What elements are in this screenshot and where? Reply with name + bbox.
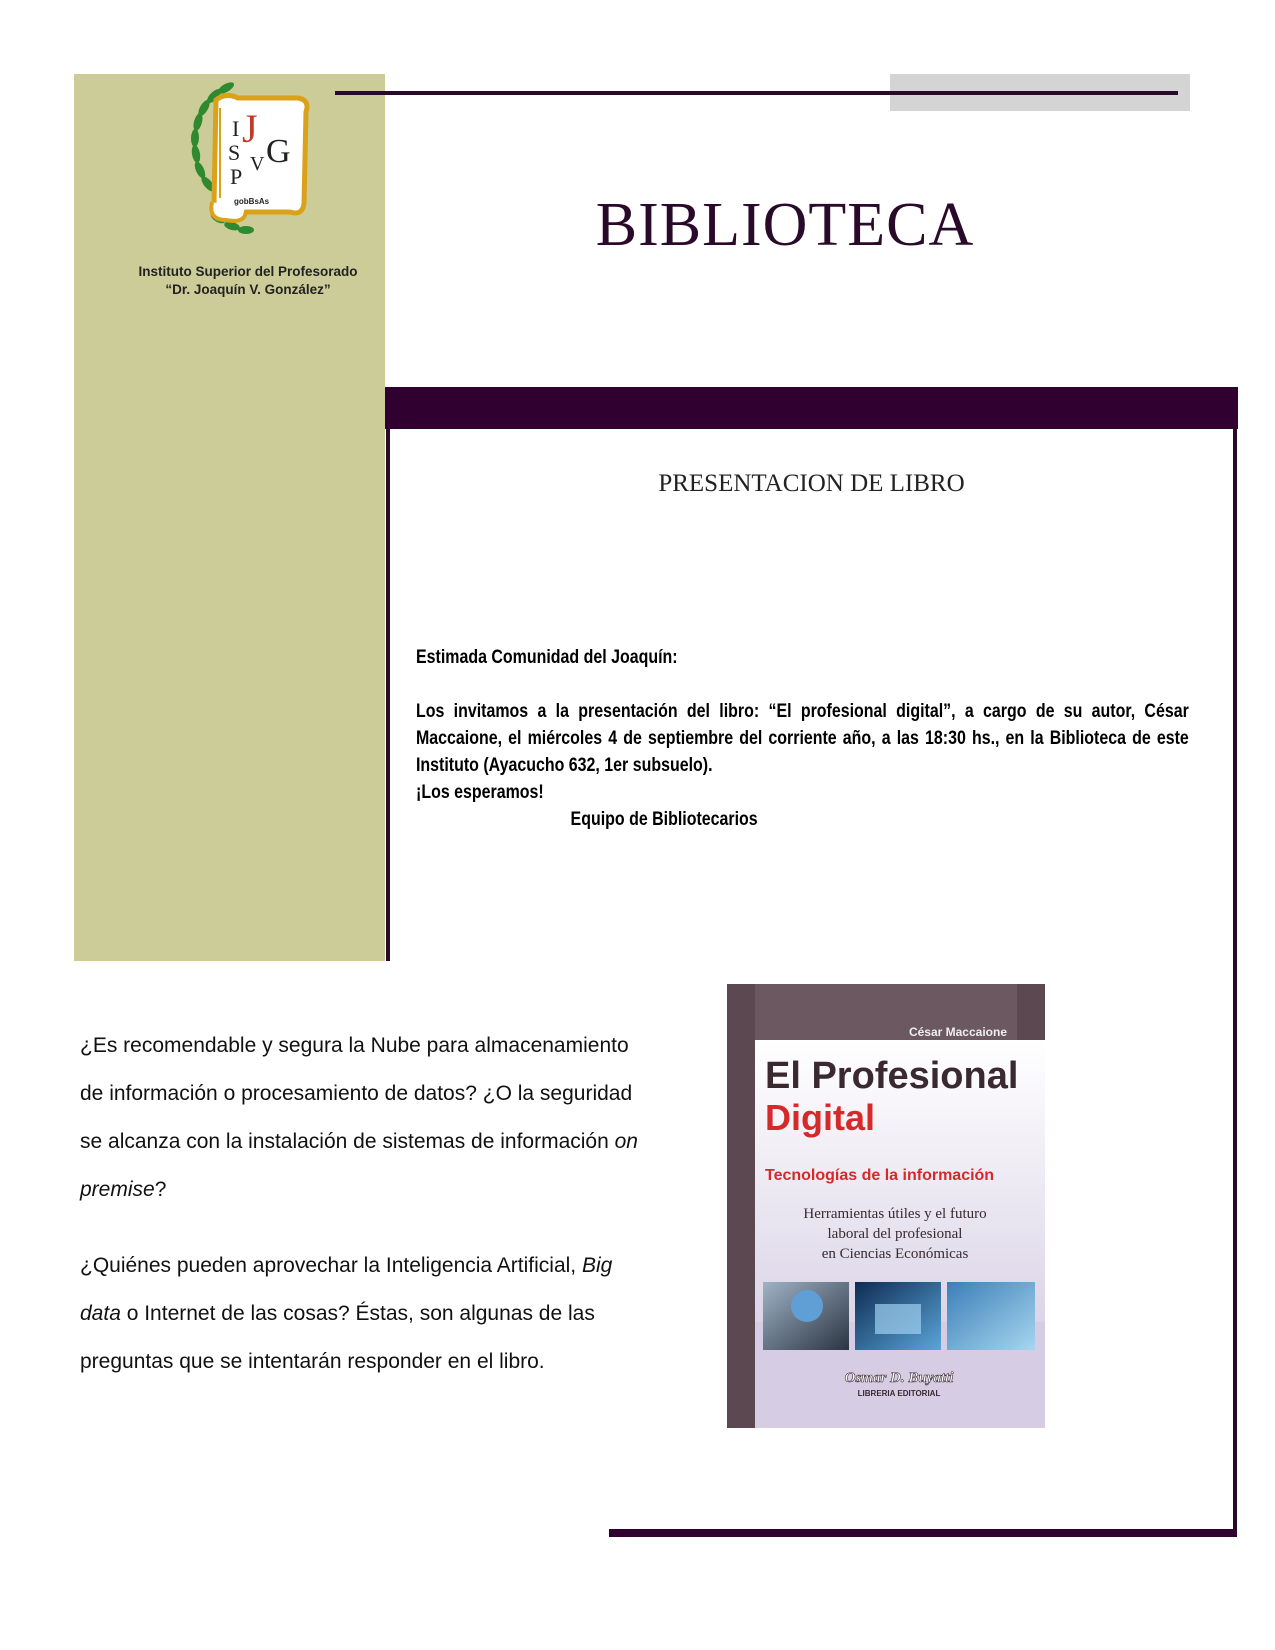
q2-italic: Big data (80, 1254, 613, 1325)
cover-author: César Maccaione (908, 1025, 1007, 1039)
institution-line-2: “Dr. Joaquín V. González” (165, 282, 331, 297)
frame-right-rule (1233, 429, 1237, 1533)
invitation-letter (416, 644, 1189, 833)
letter-closing: ¡Los esperamos! (416, 782, 544, 803)
letter-body: Los invitamos a la presentación del libro: “El profesional digital”, a cargo de su autor, César Maccaione, el miércoles 4 de septiembre del corriente año, a las 18:30 hs., en la Biblioteca de este Instituto (Ayacucho 632, 1er subsuelo). (416, 701, 1189, 776)
institution-line-1: Instituto Superior del Profesorado (138, 264, 358, 279)
institution-name (122, 263, 374, 299)
q2-text: ¿Quiénes pueden aprovechar la Inteligencia Artificial, (80, 1254, 582, 1277)
frame-left-rule (386, 429, 390, 961)
letter-greeting: Estimada Comunidad del Joaquín: (416, 647, 678, 668)
page-title: BIBLIOTECA (595, 191, 975, 259)
frame-bottom-rule (609, 1529, 1237, 1537)
svg-text:V: V (250, 153, 265, 175)
institute-logo (186, 78, 314, 242)
cover-publisher-2: LIBRERIA EDITORIAL (857, 1389, 941, 1398)
cover-photo-handshake (947, 1282, 1035, 1350)
svg-text:I: I (232, 116, 240, 141)
svg-text:J: J (242, 106, 258, 151)
letter-signature: Equipo de Bibliotecarios (570, 809, 758, 830)
cover-title-1: El Profesional (765, 1055, 1019, 1097)
q1-italic: on premise (80, 1130, 638, 1201)
svg-text:S: S (228, 140, 241, 165)
cover-subtitle: Tecnologías de la información (765, 1167, 995, 1184)
cover-tagline-3: en Ciencias Económicas (821, 1246, 969, 1262)
q1-end: ? (154, 1178, 167, 1201)
cover-tagline-1: Herramientas útiles y el futuro (803, 1206, 987, 1222)
cover-tagline-2: laboral del profesional (827, 1226, 963, 1242)
question-paragraph-2 (80, 1242, 640, 1386)
svg-text:P: P (230, 164, 243, 189)
q1-text: ¿Es recomendable y segura la Nube para almacenamiento de información o procesamiento de datos? ¿O la seguridad se alcanza con la instalación de sistemas de información (80, 1034, 633, 1153)
svg-text:G: G (266, 133, 291, 170)
section-title: PRESENTACION DE LIBRO (658, 470, 965, 497)
svg-text:gobBsAs: gobBsAs (234, 197, 270, 206)
header-rule (335, 91, 1178, 95)
book-cover-image (727, 984, 1045, 1428)
plum-band (385, 387, 1238, 429)
cover-title-2: Digital (765, 1097, 876, 1138)
question-paragraph-1 (80, 1022, 640, 1214)
cover-publisher-1: Osmar D. Buyatti (844, 1370, 954, 1386)
q2-end: o Internet de las cosas? Éstas, son algunas de las preguntas que se intentarán responder en el libro. (80, 1302, 595, 1373)
